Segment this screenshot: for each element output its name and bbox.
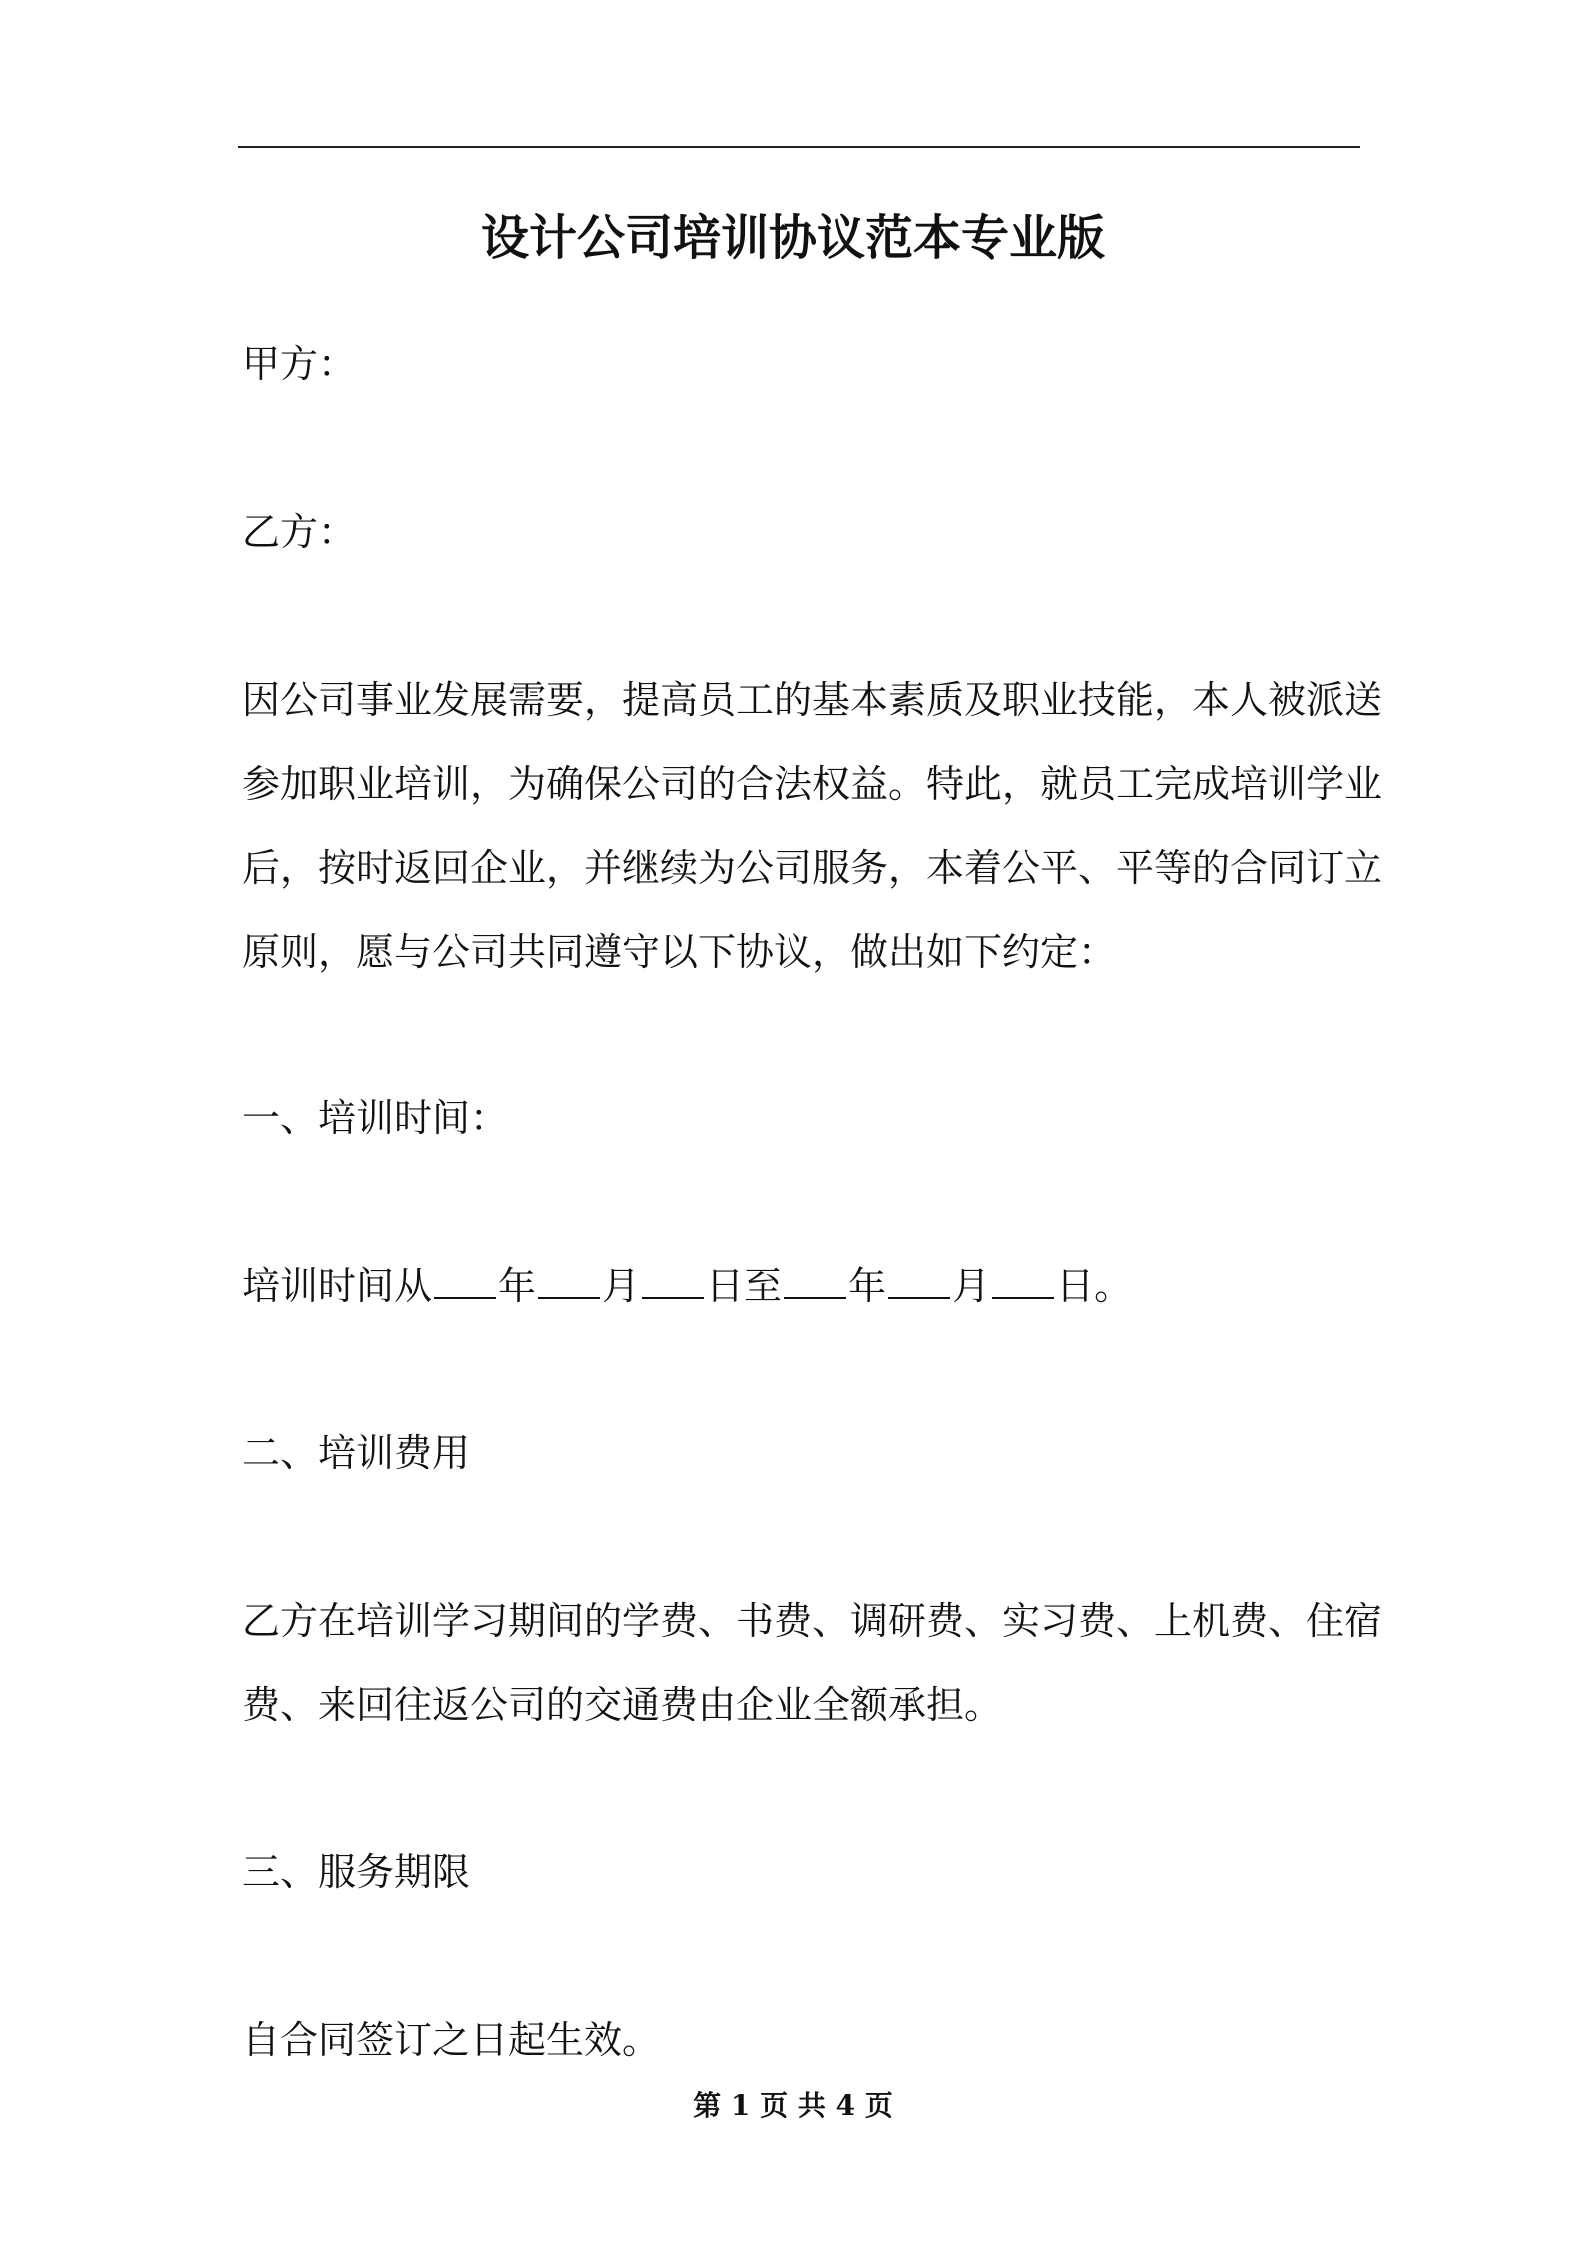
section2-line: 费、来回往返公司的交通费由企业全额承担。 bbox=[242, 1683, 1003, 1727]
page-indicator: 第 1 页 共 4 页 bbox=[693, 2089, 893, 2122]
month-label: 月 bbox=[952, 1264, 991, 1308]
section2-paragraph bbox=[242, 1579, 1383, 1747]
blank-field bbox=[888, 1265, 950, 1299]
section2-line: 乙方在培训学习期间的学费、书费、调研费、实习费、上机费、住宿 bbox=[242, 1599, 1383, 1643]
year-label: 年 bbox=[848, 1264, 887, 1308]
day-end-label: 日。 bbox=[1056, 1264, 1133, 1308]
year-label: 年 bbox=[498, 1264, 537, 1308]
blank-field bbox=[992, 1265, 1054, 1299]
party-b-label: 乙方： bbox=[242, 510, 357, 554]
blank-field bbox=[642, 1265, 704, 1299]
blank-field bbox=[538, 1265, 600, 1299]
training-period-line bbox=[242, 1244, 1360, 1328]
section3-heading: 三、服务期限 bbox=[242, 1850, 471, 1894]
party-a-label: 甲方： bbox=[242, 342, 357, 386]
intro-line: 参加职业培训，为确保公司的合法权益。特此，就员工完成培训学业 bbox=[242, 762, 1383, 806]
day-to-label: 日至 bbox=[706, 1264, 783, 1308]
blank-field bbox=[434, 1265, 496, 1299]
section1-heading: 一、培训时间： bbox=[242, 1096, 509, 1140]
month-label: 月 bbox=[602, 1264, 641, 1308]
intro-line: 因公司事业发展需要，提高员工的基本素质及职业技能，本人被派送 bbox=[242, 678, 1383, 722]
header-rule bbox=[238, 146, 1360, 148]
intro-paragraph bbox=[242, 658, 1383, 994]
intro-line: 原则，愿与公司共同遵守以下协议，做出如下约定： bbox=[242, 930, 1117, 974]
intro-line: 后，按时返回企业，并继续为公司服务，本着公平、平等的合同订立 bbox=[242, 846, 1383, 890]
section3-text: 自合同签订之日起生效。 bbox=[242, 2018, 661, 2062]
training-period-prefix: 培训时间从 bbox=[242, 1264, 433, 1308]
blank-field bbox=[784, 1265, 846, 1299]
section2-heading: 二、培训费用 bbox=[242, 1431, 471, 1475]
document-title: 设计公司培训协议范本专业版 bbox=[480, 210, 1105, 266]
